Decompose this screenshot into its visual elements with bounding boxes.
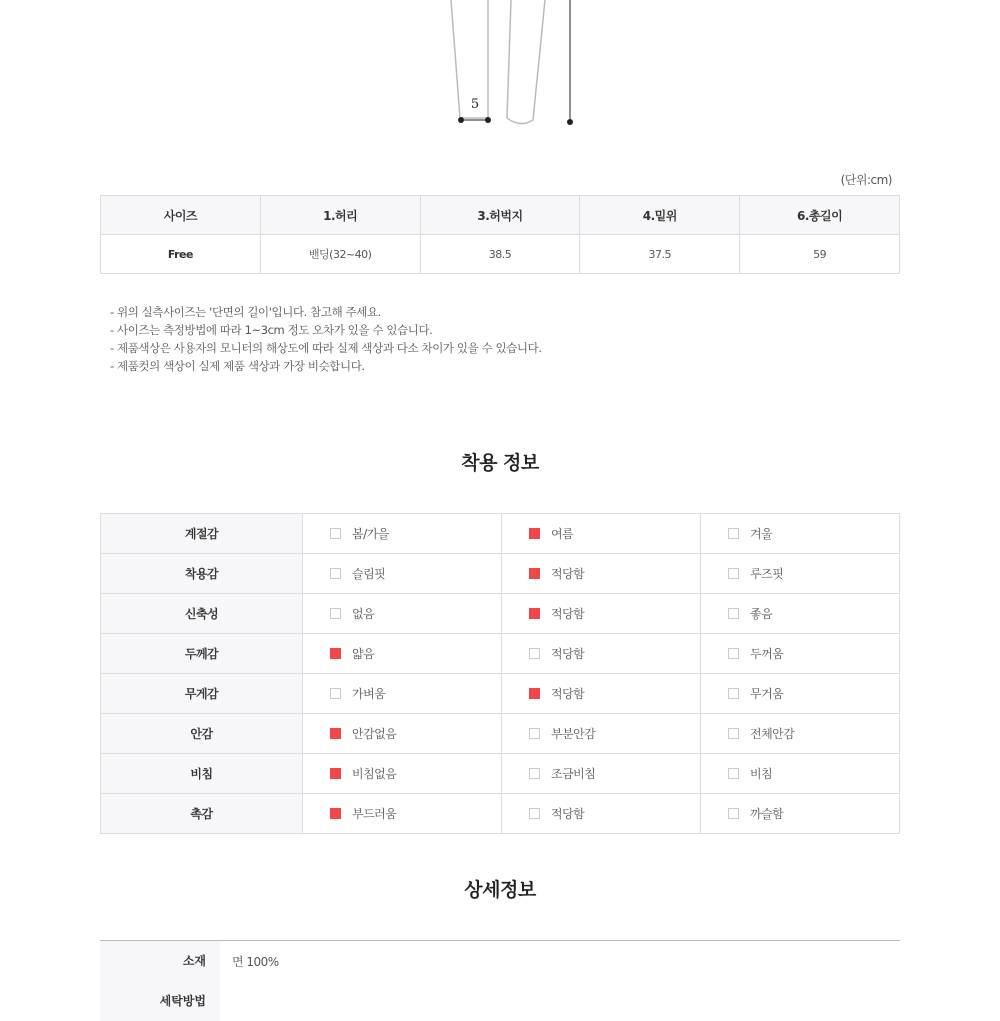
fit-info-option [303, 714, 502, 754]
fit-info-label: 계절감 [101, 514, 303, 554]
fit-info-option [303, 514, 502, 554]
unchecked-box-icon [529, 768, 540, 779]
fit-info-option [701, 714, 900, 754]
fit-info-row [101, 594, 900, 634]
size-value: Free [101, 235, 261, 274]
fit-info-option-label: 여름 [551, 527, 574, 541]
fit-info-row [101, 634, 900, 674]
size-table [100, 195, 900, 274]
fit-info-option [303, 594, 502, 634]
fit-info-option-label: 슬림핏 [352, 567, 386, 581]
fit-info-option [303, 674, 502, 714]
unchecked-box-icon [728, 568, 739, 579]
unchecked-box-icon [330, 688, 341, 699]
fit-info-option [701, 594, 900, 634]
size-note: - 제품컷의 색상이 실제 제품 색상과 가장 비슷합니다. [110, 359, 365, 373]
unchecked-box-icon [330, 568, 341, 579]
fit-info-title: 착용 정보 [461, 452, 539, 474]
hem-measure-dot-left [458, 117, 464, 123]
details-table [100, 940, 900, 1021]
fit-info-option-label: 적당함 [551, 647, 585, 661]
size-header-waist: 1.허리 [260, 196, 420, 235]
checked-box-icon [330, 768, 341, 779]
unchecked-box-icon [529, 808, 540, 819]
size-note: - 위의 실측사이즈는 '단면의 길이'입니다. 참고해 주세요. [110, 305, 381, 319]
fit-info-row [101, 514, 900, 554]
unchecked-box-icon [728, 768, 739, 779]
pants-left-leg-outline [451, 0, 488, 118]
fit-info-table [100, 513, 900, 834]
fit-info-option-label: 두꺼움 [750, 647, 784, 661]
hem-measure-dot-right [485, 117, 491, 123]
fit-info-option-label: 루즈핏 [750, 567, 784, 581]
details-label: 세탁방법 [100, 981, 220, 1021]
fit-info-option [502, 794, 701, 834]
checked-box-icon [529, 528, 540, 539]
fit-info-label: 착용감 [101, 554, 303, 594]
fit-info-option-label: 부드러움 [352, 807, 397, 821]
fit-info-option-label: 전체안감 [750, 727, 795, 741]
fit-info-option [502, 674, 701, 714]
details-value: 면 100% [232, 955, 279, 969]
checked-box-icon [330, 648, 341, 659]
fit-info-option-label: 안감없음 [352, 727, 397, 741]
fit-info-option [502, 554, 701, 594]
fit-info-row [101, 714, 900, 754]
size-header-thigh: 3.허벅지 [420, 196, 580, 235]
size-table-row [101, 235, 900, 274]
size-table-header-row [101, 196, 900, 235]
unchecked-box-icon [330, 528, 341, 539]
fit-info-label: 촉감 [101, 794, 303, 834]
fit-info-option [502, 714, 701, 754]
checked-box-icon [529, 568, 540, 579]
fit-info-option-label: 부분안감 [551, 727, 596, 741]
fit-info-option-label: 얇음 [352, 647, 375, 661]
unchecked-box-icon [728, 608, 739, 619]
fit-info-option [502, 514, 701, 554]
fit-info-option [303, 794, 502, 834]
details-title: 상세정보 [464, 879, 536, 901]
unchecked-box-icon [728, 808, 739, 819]
unchecked-box-icon [728, 528, 739, 539]
fit-info-option-label: 봄/가을 [352, 527, 389, 541]
fit-info-label: 신축성 [101, 594, 303, 634]
rise-value: 37.5 [580, 235, 740, 274]
fit-info-option-label: 가벼움 [352, 687, 386, 701]
details-value [220, 981, 232, 1021]
unchecked-box-icon [330, 608, 341, 619]
fit-info-option-label: 무거움 [750, 687, 784, 701]
fit-info-option [303, 754, 502, 794]
fit-info-option [303, 634, 502, 674]
fit-info-row [101, 674, 900, 714]
size-header-size: 사이즈 [101, 196, 261, 235]
size-header-rise: 4.밑위 [580, 196, 740, 235]
size-unit-label: (단위:cm) [840, 173, 892, 187]
unchecked-box-icon [529, 728, 540, 739]
checked-box-icon [529, 688, 540, 699]
size-note: - 제품색상은 사용자의 모니터의 해상도에 따라 실제 색상과 다소 차이가 있을 수 있습니다. [110, 341, 542, 355]
fit-info-row [101, 794, 900, 834]
fit-info-option-label: 비침없음 [352, 767, 397, 781]
checked-box-icon [529, 608, 540, 619]
fit-info-option-label: 좋음 [750, 607, 773, 621]
checked-box-icon [330, 808, 341, 819]
details-row [100, 981, 900, 1021]
fit-info-row [101, 754, 900, 794]
fit-info-option [701, 794, 900, 834]
fit-info-option-label: 적당함 [551, 687, 585, 701]
fit-info-option-label: 조금비침 [551, 767, 596, 781]
fit-info-option [701, 554, 900, 594]
details-row [100, 941, 900, 981]
fit-info-option [701, 754, 900, 794]
unchecked-box-icon [728, 728, 739, 739]
fit-info-option [303, 554, 502, 594]
unchecked-box-icon [728, 648, 739, 659]
fit-info-option-label: 겨울 [750, 527, 773, 541]
fit-info-option [502, 594, 701, 634]
unchecked-box-icon [728, 688, 739, 699]
fit-info-option [502, 634, 701, 674]
fit-info-label: 무게감 [101, 674, 303, 714]
fit-info-option-label: 적당함 [551, 807, 585, 821]
waist-value: 밴딩(32~40) [260, 235, 420, 274]
size-notes [110, 303, 542, 375]
fit-info-option [701, 634, 900, 674]
size-header-length: 6.총길이 [740, 196, 900, 235]
fit-info-option-label: 까슬함 [750, 807, 784, 821]
pants-measurement-diagram [0, 0, 1000, 140]
fit-info-option [701, 674, 900, 714]
unchecked-box-icon [529, 648, 540, 659]
fit-info-label: 안감 [101, 714, 303, 754]
fit-info-option [502, 754, 701, 794]
hem-measure-label: 5 [470, 97, 480, 112]
fit-info-option-label: 비침 [750, 767, 773, 781]
fit-info-option-label: 적당함 [551, 607, 585, 621]
length-value: 59 [740, 235, 900, 274]
length-measure-dot [567, 119, 573, 125]
size-note: - 사이즈는 측정방법에 따라 1~3cm 정도 오차가 있을 수 있습니다. [110, 323, 433, 337]
fit-info-label: 비침 [101, 754, 303, 794]
checked-box-icon [330, 728, 341, 739]
fit-info-option-label: 없음 [352, 607, 375, 621]
pants-right-leg-outline [507, 0, 545, 124]
fit-info-row [101, 554, 900, 594]
fit-info-option-label: 적당함 [551, 567, 585, 581]
thigh-value: 38.5 [420, 235, 580, 274]
fit-info-option [701, 514, 900, 554]
fit-info-label: 두께감 [101, 634, 303, 674]
details-label: 소재 [100, 941, 220, 981]
